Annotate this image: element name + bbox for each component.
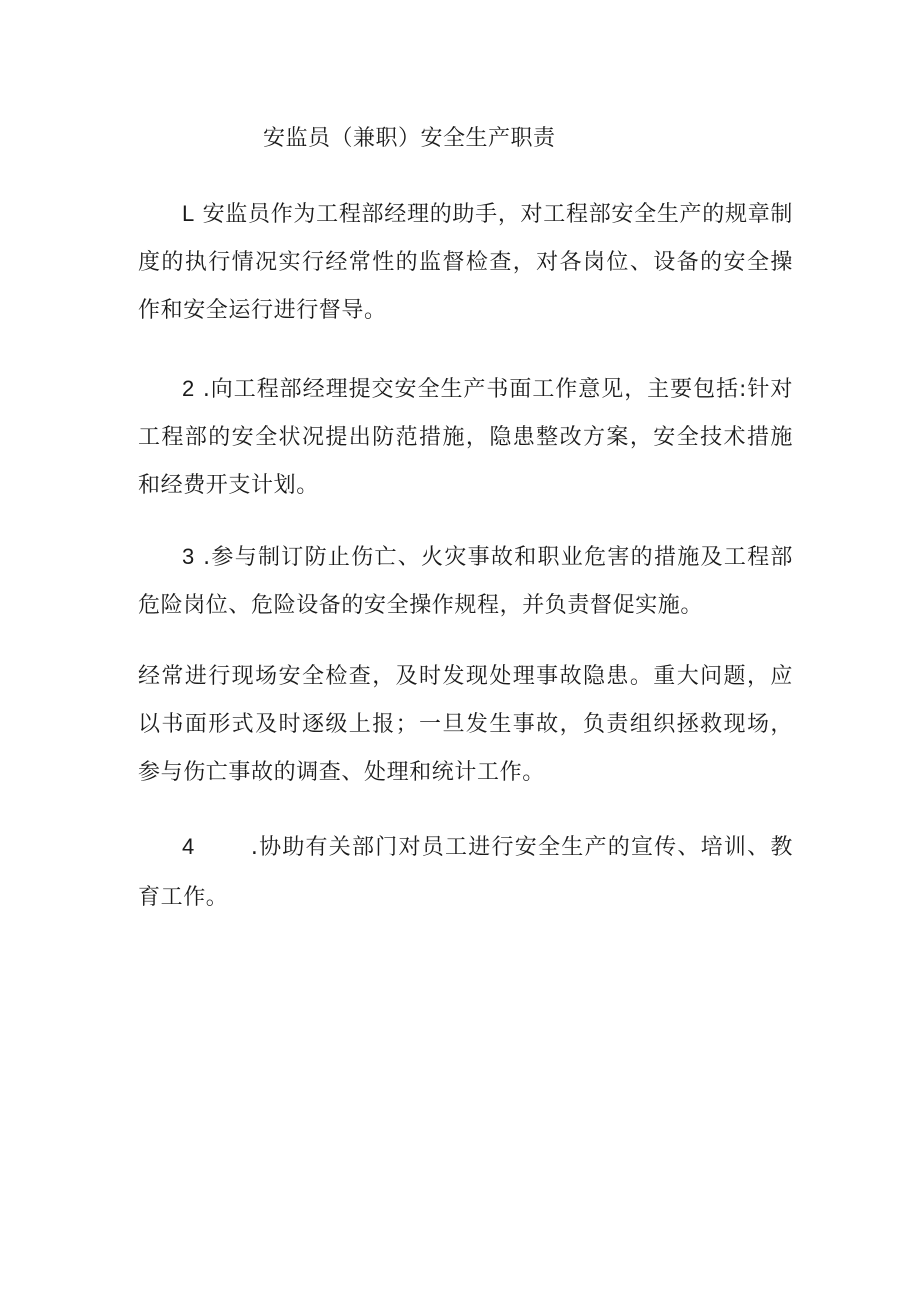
item-marker: 4 xyxy=(182,834,195,859)
duty-item-1 xyxy=(138,190,793,335)
item-text: .参与制订防止伤亡、火灾事故和职业危害的措施及工程部危险岗位、危险设备的安全操作规程，并负责督促实施。 xyxy=(138,545,793,618)
duty-item-2 xyxy=(138,365,793,510)
item-marker: 2 xyxy=(182,376,195,401)
duty-item-4 xyxy=(138,822,793,923)
document-title: 安监员（兼职）安全生产职责 xyxy=(263,126,556,151)
item-marker: 3 xyxy=(182,544,195,569)
duty-item-unnumbered xyxy=(138,653,793,797)
item-text: 安监员作为工程部经理的助手，对工程部安全生产的规章制度的执行情况实行经常性的监督检查，对各岗位、设备的安全操作和安全运行进行督导。 xyxy=(138,202,794,323)
item-marker: L xyxy=(182,201,195,226)
item-text: 经常进行现场安全检查，及时发现处理事故隐患。重大问题，应以书面形式及时逐级上报；一旦发生事故，负责组织拯救现场，参与伤亡事故的调查、处理和统计工作。 xyxy=(138,664,793,785)
duty-item-3 xyxy=(138,533,793,630)
item-text: .向工程部经理提交安全生产书面工作意见，主要包括:针对工程部的安全状况提出防范措施，隐患整改方案，安全技术措施和经费开支计划。 xyxy=(138,377,794,498)
item-text: .协助有关部门对员工进行安全生产的宣传、培训、教育工作。 xyxy=(138,835,793,910)
